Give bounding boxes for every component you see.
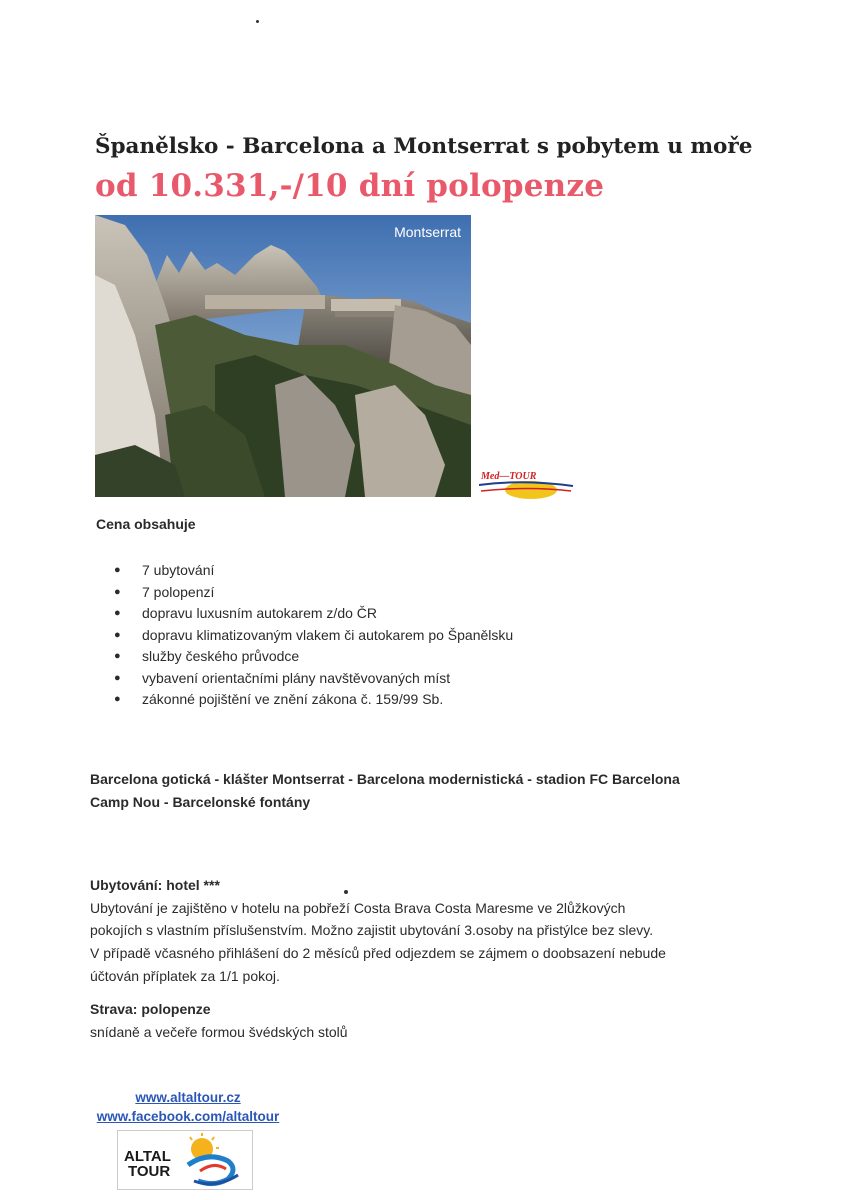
bullet-icon: ● [114,671,121,684]
list-item [112,689,513,711]
list-item [112,646,513,668]
bullet-icon: ● [114,628,121,641]
facebook-link[interactable]: www.facebook.com/altaltour [96,1109,280,1124]
list-item [112,603,513,625]
list-item-text: zákonné pojištění ve znění zákona č. 159/99 Sb. [142,691,444,707]
website-link[interactable]: www.altaltour.cz [135,1090,241,1105]
bullet-icon: ● [114,650,121,662]
list-item-text: služby českého průvodce [142,648,300,664]
tour-wordmark: TOUR [128,1163,171,1180]
bullet-icon: ● [114,564,121,576]
list-item [112,625,513,647]
list-item [112,582,513,604]
med-tour-logo [473,469,578,503]
list-item-text: vybavení orientačními plány navštěvovaných míst [142,669,451,686]
med-tour-wordmark: Med—TOUR [481,471,537,482]
altal-tour-logo [117,1130,253,1190]
list-item [112,668,513,690]
meals-heading: Strava: polopenze [90,1001,211,1017]
bullet-icon: ● [114,693,121,705]
contact-links [88,1088,288,1126]
accommodation-section [90,874,666,988]
page-title: Španělsko - Barcelona a Montserrat s pobytem u moře [95,134,753,159]
price-headline: od 10.331,-/10 dní polopenze [95,168,605,204]
altal-wordmark: ALTAL [124,1148,171,1165]
itinerary-highlights [90,768,790,814]
list-item-text: dopravu luxusním autokarem z/do ČR [142,605,377,621]
bullet-icon: ● [114,585,121,598]
list-item-text: 7 polopenzí [142,583,215,600]
includes-list [112,560,513,711]
accommodation-heading: Ubytování: hotel *** [90,877,220,893]
meals-section [90,998,348,1043]
accommodation-line: pokojích s vlastním příslušenstvím. Možno zajistit ubytování 3.osoby na přistýlce bez slevy. [90,922,654,939]
accommodation-line: V případě včasného přihlášení do 2 měsíců před odjezdem se zájmem o doobsazení nebude [90,945,666,962]
meals-text: snídaně a večeře formou švédských stolů [90,1023,348,1040]
mountain-landscape-image [95,215,471,497]
itinerary-line: Barcelona gotická - klášter Montserrat - Barcelona modernistická - stadion FC Barcelona [90,771,680,787]
list-item-text: 7 ubytování [142,562,215,578]
bullet-icon: ● [114,607,121,619]
scan-speck [256,20,259,23]
itinerary-line: Camp Nou - Barcelonské fontány [90,794,311,810]
includes-heading: Cena obsahuje [96,516,196,532]
accommodation-line: Ubytování je zajištěno v hotelu na pobřeží Costa Brava Costa Maresme ve 2lůžkových [90,899,626,916]
montserrat-photo [95,215,471,497]
list-item-text: dopravu klimatizovaným vlakem či autokarem po Španělsku [142,626,514,643]
list-item [112,560,513,582]
photo-caption: Montserrat [394,224,461,240]
accommodation-line: účtován příplatek za 1/1 pokoj. [90,967,280,984]
